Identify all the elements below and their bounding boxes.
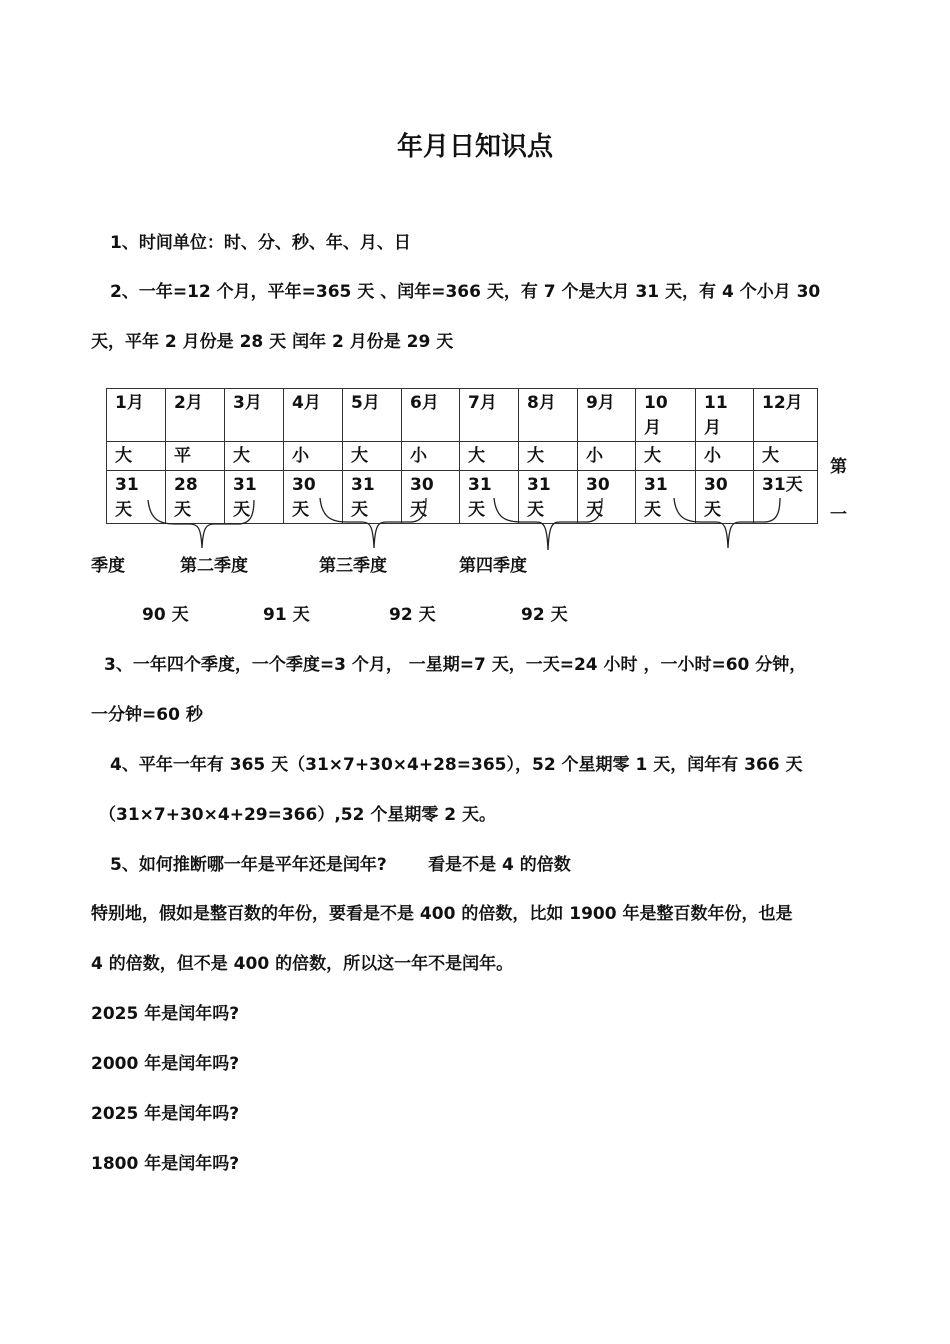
point-2-line-2: 天，平年 2 月份是 28 天 闰年 2 月份是 29 天 <box>91 332 454 352</box>
days-cell: 31 天 <box>460 471 519 524</box>
month-cell: 1月 <box>107 389 166 442</box>
point-5-line-3: 4 的倍数，但不是 400 的倍数，所以这一年不是闰年。 <box>91 954 514 974</box>
point-4-line-2: （31×7+30×4+29=366）,52 个星期零 2 天。 <box>99 805 497 825</box>
month-cell: 2月 <box>166 389 225 442</box>
question-3: 2025 年是闰年吗? <box>91 1104 240 1124</box>
days-cell: 31 天 <box>225 471 284 524</box>
type-cell: 大 <box>460 442 519 471</box>
brace-q3 <box>494 498 602 550</box>
type-cell: 大 <box>225 442 284 471</box>
point-1-time-units: 1、时间单位：时、分、秒、年、月、日 <box>110 233 411 253</box>
point-4-line-1: 4、平年一年有 365 天（31×7+30×4+28=365），52 个星期零 1 天，闰年有 366 天 <box>110 755 803 775</box>
question-4: 1800 年是闰年吗? <box>91 1154 240 1174</box>
month-cell: 5月 <box>343 389 402 442</box>
type-cell: 大 <box>107 442 166 471</box>
quarter-label-3: 第三季度 <box>319 556 387 576</box>
side-label-one: 一 <box>830 505 847 525</box>
type-cell: 小 <box>284 442 343 471</box>
month-cell: 4月 <box>284 389 343 442</box>
quarter-label-2: 第二季度 <box>180 556 248 576</box>
brace-q2 <box>320 498 426 548</box>
quarter-days-3: 92 天 <box>389 605 436 625</box>
type-cell: 平 <box>166 442 225 471</box>
month-cell: 9月 <box>578 389 636 442</box>
days-cell: 30 天 <box>284 471 343 524</box>
point-3-line-1: 3、一年四个季度，一个季度=3 个月， 一星期=7 天，一天=24 小时 ，一小时=60 分钟， <box>104 655 807 675</box>
point-5-line-1: 5、如何推断哪一年是平年还是闰年? 看是不是 4 的倍数 <box>110 855 571 875</box>
question-2: 2000 年是闰年吗? <box>91 1054 240 1074</box>
type-cell: 大 <box>754 442 818 471</box>
brace-q1 <box>148 500 254 548</box>
quarter-days-2: 91 天 <box>263 605 310 625</box>
month-cell: 8月 <box>519 389 578 442</box>
days-cell: 31 天 <box>636 471 696 524</box>
days-cell: 30 天 <box>578 471 636 524</box>
month-cell: 6月 <box>402 389 460 442</box>
days-cell: 30 天 <box>696 471 754 524</box>
days-cell: 31 天 <box>519 471 578 524</box>
days-cell: 31天 <box>754 471 818 524</box>
point-3-line-2: 一分钟=60 秒 <box>91 705 203 725</box>
days-cell: 31 天 <box>107 471 166 524</box>
type-cell: 小 <box>578 442 636 471</box>
month-cell: 7月 <box>460 389 519 442</box>
type-cell: 大 <box>343 442 402 471</box>
brace-q4 <box>674 498 780 548</box>
type-cell: 大 <box>519 442 578 471</box>
quarter-label-1: 季度 <box>91 556 125 576</box>
question-1: 2025 年是闰年吗? <box>91 1004 240 1024</box>
type-cell: 小 <box>696 442 754 471</box>
quarter-braces <box>0 0 950 600</box>
month-cell: 11 月 <box>696 389 754 442</box>
type-cell: 小 <box>402 442 460 471</box>
quarter-days-1: 90 天 <box>142 605 189 625</box>
days-cell: 31 天 <box>343 471 402 524</box>
side-label-first: 第 <box>830 457 847 477</box>
quarter-label-4: 第四季度 <box>459 556 527 576</box>
page-title: 年月日知识点 <box>396 132 553 162</box>
quarter-days-4: 92 天 <box>521 605 568 625</box>
point-2-line-1: 2、一年=12 个月，平年=365 天 、闰年=366 天，有 7 个是大月 31 天，有 4 个小月 30 <box>110 282 821 302</box>
days-cell: 30 天 <box>402 471 460 524</box>
type-cell: 大 <box>636 442 696 471</box>
point-5-line-2: 特别地，假如是整百数的年份，要看是不是 400 的倍数，比如 1900 年是整百数年份，也是 <box>91 904 793 924</box>
days-cell: 28 天 <box>166 471 225 524</box>
month-cell: 12月 <box>754 389 818 442</box>
month-cell: 3月 <box>225 389 284 442</box>
month-cell: 10 月 <box>636 389 696 442</box>
